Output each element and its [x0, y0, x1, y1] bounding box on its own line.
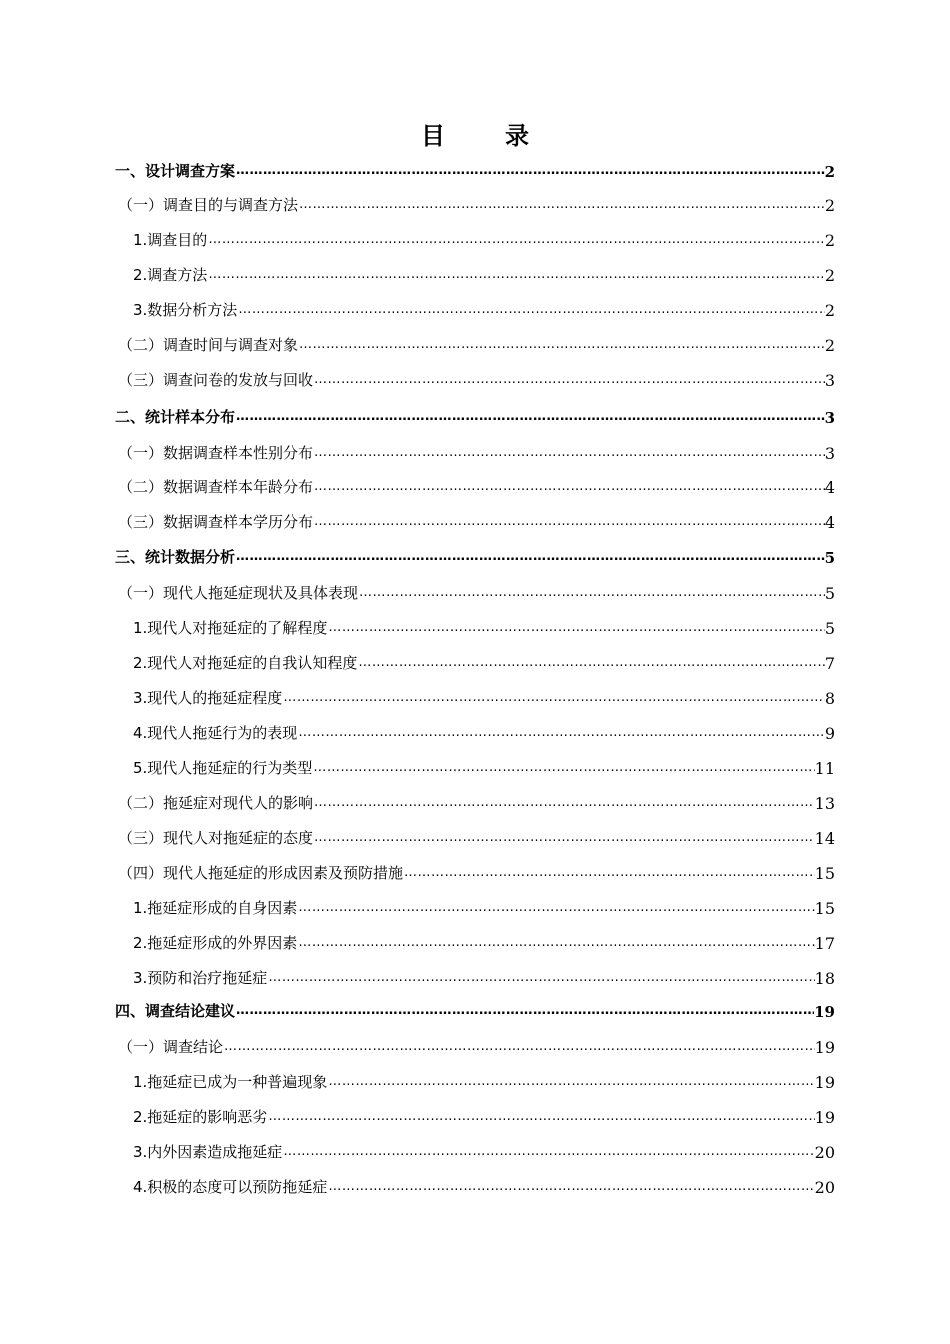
toc-entry-page-number: 17 [814, 934, 835, 953]
toc-entry[interactable] [133, 649, 835, 673]
toc-leader-dots [282, 1142, 814, 1162]
toc-entry-label: （二）拖延症对现代人的影响 [118, 794, 314, 812]
toc-leader-dots [312, 758, 814, 778]
toc-entry[interactable] [133, 684, 835, 708]
toc-entry[interactable] [133, 226, 835, 250]
toc-leader-dots [358, 583, 825, 603]
toc-entry-label: 三、统计数据分析 [115, 548, 236, 566]
toc-entry-page-number: 19 [814, 1003, 835, 1021]
toc-entry-label: 1.调查目的 [133, 231, 208, 249]
toc-entry-label: 2.拖延症形成的外界因素 [133, 934, 298, 952]
toc-leader-dots [267, 1107, 814, 1127]
toc-entry[interactable] [133, 1173, 835, 1197]
page-title: 目 录 [421, 122, 547, 150]
toc-entry[interactable] [133, 754, 835, 778]
toc-entry-page-number: 20 [814, 1143, 835, 1162]
toc-entry-label: （四）现代人拖延症的形成因素及预防措施 [118, 864, 404, 882]
toc-entry[interactable] [118, 473, 835, 497]
toc-leader-dots [313, 828, 815, 848]
toc-leader-dots [297, 898, 814, 918]
toc-entry[interactable] [133, 614, 835, 638]
toc-entry[interactable] [133, 929, 835, 953]
toc-leader-dots [297, 933, 814, 953]
toc-entry-label: （二）调查时间与调查对象 [118, 336, 299, 354]
toc-leader-dots [298, 195, 825, 215]
toc-entry-label: （一）现代人拖延症现状及具体表现 [118, 584, 359, 602]
toc-entry[interactable] [133, 1138, 835, 1162]
toc-entry[interactable] [133, 894, 835, 918]
toc-entry[interactable] [118, 191, 835, 215]
toc-entry-label: 4.现代人拖延行为的表现 [133, 724, 298, 742]
toc-entry-page-number: 3 [824, 444, 835, 463]
toc-entry-page-number: 15 [814, 899, 835, 918]
toc-entry-label: （三）数据调查样本学历分布 [118, 513, 314, 531]
toc-entry-page-number: 2 [824, 266, 835, 285]
toc-entry[interactable] [118, 439, 835, 463]
toc-leader-dots [297, 723, 824, 743]
toc-entry[interactable] [118, 366, 835, 390]
toc-leader-dots [235, 547, 825, 567]
toc-entry-page-number: 15 [814, 864, 835, 883]
toc-leader-dots [207, 265, 825, 285]
toc-entry[interactable] [133, 296, 835, 320]
toc-entry[interactable] [118, 579, 835, 603]
toc-leader-dots [237, 300, 825, 320]
toc-entry[interactable] [133, 1103, 835, 1127]
toc-entry-label: 3.预防和治疗拖延症 [133, 969, 268, 987]
toc-leader-dots [313, 477, 825, 497]
toc-entry-label: 1.拖延症形成的自身因素 [133, 899, 298, 917]
toc-entry-page-number: 13 [814, 794, 835, 813]
toc-entry-label: 5.现代人拖延症的行为类型 [133, 759, 313, 777]
toc-entry-label: （二）数据调查样本年龄分布 [118, 478, 314, 496]
toc-entry-label: 二、统计样本分布 [115, 408, 236, 426]
toc-entry[interactable] [115, 403, 835, 427]
toc-entry-page-number: 2 [824, 196, 835, 215]
toc-entry-label: 1.现代人对拖延症的了解程度 [133, 619, 328, 637]
toc-entry[interactable] [133, 719, 835, 743]
toc-entry[interactable] [133, 964, 835, 988]
toc-entry-label: （一）调查目的与调查方法 [118, 196, 299, 214]
toc-entry-label: 4.积极的态度可以预防拖延症 [133, 1178, 328, 1196]
toc-entry[interactable] [133, 1068, 835, 1092]
toc-entry-page-number: 3 [824, 409, 835, 427]
toc-entry[interactable] [118, 331, 835, 355]
toc-leader-dots [267, 968, 814, 988]
toc-leader-dots [223, 1037, 815, 1057]
toc-entry-page-number: 5 [824, 584, 835, 603]
toc-entry-label: （一）数据调查样本性别分布 [118, 444, 314, 462]
toc-entry-page-number: 8 [824, 689, 835, 708]
toc-leader-dots [357, 653, 824, 673]
toc-entry-page-number: 2 [824, 231, 835, 250]
toc-leader-dots [327, 1072, 814, 1092]
toc-leader-dots [282, 688, 825, 708]
toc-leader-dots [313, 443, 825, 463]
toc-entry[interactable] [118, 1033, 835, 1057]
toc-entry-label: 3.内外因素造成拖延症 [133, 1143, 283, 1161]
toc-entry-label: 2.调查方法 [133, 266, 208, 284]
toc-entry[interactable] [118, 859, 835, 883]
toc-entry-label: （一）调查结论 [118, 1038, 224, 1056]
toc-leader-dots [327, 1177, 814, 1197]
toc-entry-label: 四、调查结论建议 [115, 1002, 236, 1020]
toc-entry-page-number: 2 [824, 301, 835, 320]
toc-leader-dots [313, 793, 815, 813]
toc-leader-dots [207, 230, 825, 250]
toc-entry-page-number: 18 [814, 969, 835, 988]
toc-entry-label: 一、设计调查方案 [115, 162, 236, 180]
toc-entry[interactable] [115, 543, 835, 567]
toc-leader-dots [235, 407, 825, 427]
toc-entry-label: 2.现代人对拖延症的自我认知程度 [133, 654, 358, 672]
toc-entry-page-number: 19 [814, 1038, 835, 1057]
toc-entry-page-number: 14 [814, 829, 835, 848]
toc-entry-page-number: 5 [824, 619, 835, 638]
toc-leader-dots [235, 161, 825, 181]
toc-entry[interactable] [115, 157, 835, 181]
toc-entry-label: 2.拖延症的影响恶劣 [133, 1108, 268, 1126]
toc-leader-dots [313, 512, 825, 532]
toc-entry[interactable] [118, 789, 835, 813]
toc-entry[interactable] [118, 824, 835, 848]
toc-entry-page-number: 7 [824, 654, 835, 673]
toc-entry-label: 1.拖延症已成为一种普遍现象 [133, 1073, 328, 1091]
toc-entry[interactable] [118, 508, 835, 532]
toc-leader-dots [235, 1001, 814, 1021]
toc-entry-page-number: 19 [814, 1073, 835, 1092]
toc-entry[interactable] [115, 997, 835, 1021]
toc-entry-page-number: 20 [814, 1178, 835, 1197]
toc-entry-page-number: 4 [824, 513, 835, 532]
toc-entry-page-number: 5 [824, 549, 835, 567]
toc-entry-page-number: 19 [814, 1108, 835, 1127]
toc-entry-page-number: 3 [824, 371, 835, 390]
toc-entry[interactable] [133, 261, 835, 285]
toc-entry-page-number: 2 [824, 163, 835, 181]
toc-leader-dots [298, 335, 825, 355]
toc-entry-page-number: 9 [824, 724, 835, 743]
toc-leader-dots [313, 370, 825, 390]
toc-entry-label: （三）调查问卷的发放与回收 [118, 371, 314, 389]
toc-leader-dots [327, 618, 824, 638]
toc-leader-dots [403, 863, 815, 883]
toc-entry-page-number: 11 [814, 759, 835, 778]
toc-entry-label: 3.数据分析方法 [133, 301, 238, 319]
toc-entry-page-number: 4 [824, 478, 835, 497]
toc-entry-page-number: 2 [824, 336, 835, 355]
toc-entry-label: （三）现代人对拖延症的态度 [118, 829, 314, 847]
toc-entry-label: 3.现代人的拖延症程度 [133, 689, 283, 707]
